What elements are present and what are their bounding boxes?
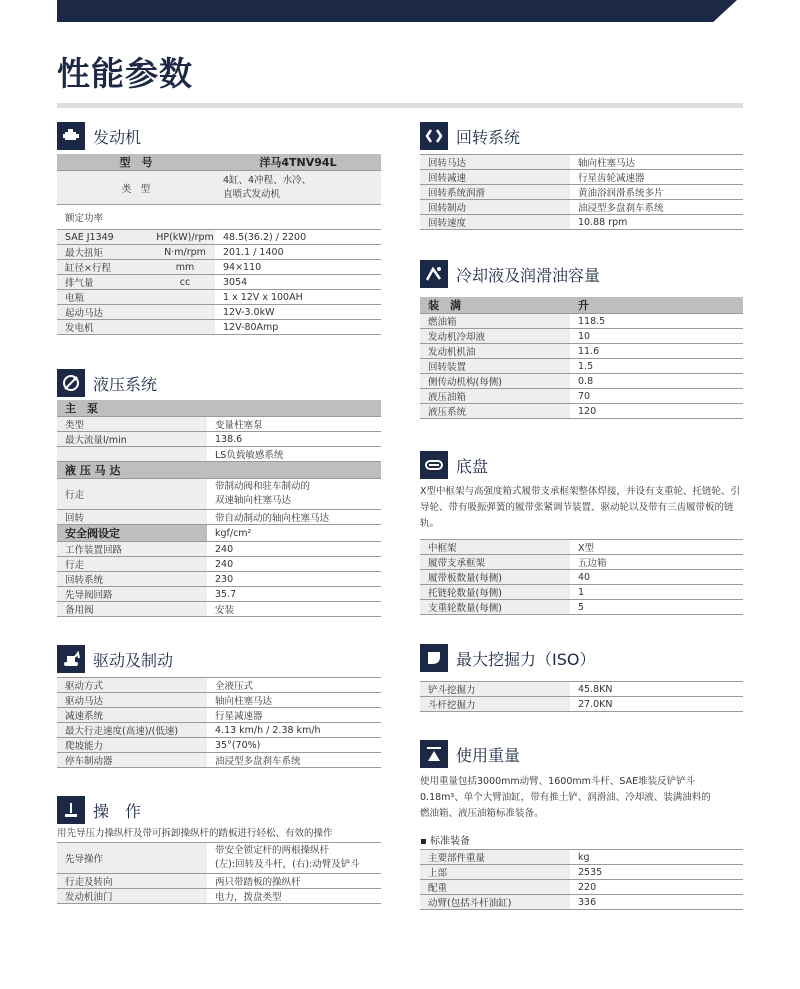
engine-row-label: 排气量 — [57, 275, 155, 290]
rotate-icon — [420, 122, 448, 150]
travel-motor-label: 行走 — [57, 479, 207, 510]
undercarriage-row-label: 中框架 — [420, 540, 570, 555]
engine-model-value: 洋马4TNV94L — [215, 154, 381, 171]
weight-description-line-2: 0.18m³、单个大臂油缸，带有推土铲、润滑油、冷却液、装满油料的 — [420, 792, 711, 803]
engine-row-unit: HP(kW)/rpm — [156, 231, 214, 243]
table-row — [57, 320, 381, 335]
drive-row-label: 减速系统 — [57, 708, 207, 723]
operation-row-label: 行走及转向 — [57, 874, 207, 889]
relief-row-value: 240 — [207, 542, 381, 557]
relief-row-value: 安装 — [207, 602, 381, 617]
pump-icon — [57, 369, 85, 397]
weight-row-label: 配重 — [420, 880, 570, 895]
capacity-row-value: 118.5 — [570, 314, 743, 329]
table-row — [57, 510, 381, 525]
table-row — [420, 600, 743, 615]
table-row — [57, 723, 381, 738]
engine-row-label: 缸径×行程 — [57, 260, 155, 275]
weight-row-label: 主要部件重量 — [420, 850, 570, 865]
pilot-line-1: 带安全锁定杆的两根操纵杆 — [215, 845, 330, 856]
excavator-icon — [57, 645, 85, 673]
engine-type-row — [57, 171, 381, 205]
pilot-value — [207, 843, 381, 874]
pilot-line-2: (左):回转及斗杆，(右):动臂及铲斗 — [215, 859, 360, 870]
swing-section-header — [420, 121, 520, 151]
engine-row-value: 48.5(36.2) / 2200 — [215, 230, 381, 245]
drive-row-label: 驱动马达 — [57, 693, 207, 708]
engine-row-unit: mm — [155, 260, 215, 275]
table-row — [57, 447, 381, 462]
capacity-section-header — [420, 259, 600, 289]
engine-row-unit — [155, 305, 215, 320]
swing-row-value: 10.88 rpm — [570, 215, 743, 230]
weight-row-value: 220 — [570, 880, 743, 895]
drive-section-header — [57, 644, 173, 674]
swing-motor-label: 回转 — [57, 510, 207, 525]
weight-table — [420, 849, 743, 910]
engine-row-label: SAE J1349 — [57, 230, 155, 245]
engine-row-value: 94×110 — [215, 260, 381, 275]
engine-rated-power-row — [57, 205, 381, 230]
undercarriage-row-value: 1 — [570, 585, 743, 600]
travel-motor-line-1: 带制动阀和驻车制动的 — [215, 481, 311, 492]
engine-row-unit: cc — [155, 275, 215, 290]
swing-row-value: 油浸型多盘刹车系统 — [570, 200, 743, 215]
capacity-header-unit: 升 — [570, 297, 743, 314]
table-row — [57, 753, 381, 768]
table-row — [57, 572, 381, 587]
capacity-row-label: 回转装置 — [420, 359, 570, 374]
engine-model-label: 型 号 — [57, 154, 215, 171]
capacity-row-value: 120 — [570, 404, 743, 419]
undercarriage-description: X型中框架与高强度箱式履带支承框架整体焊接，并设有支重轮、托链轮、引导轮、带有吸振弹簧的履带张紧调节装置、驱动轮以及带有三齿履带板的链轨。 — [420, 486, 741, 529]
undercarriage-row-label: 托链轮数量(每侧) — [420, 585, 570, 600]
pilot-label: 先导操作 — [57, 843, 207, 874]
max-flow-value: 138.6 — [207, 432, 381, 447]
hydraulic-table — [57, 400, 381, 617]
hydraulic-section-title: 液压系统 — [93, 374, 158, 394]
digging-row-value: 27.0KN — [570, 697, 743, 712]
table-row — [420, 850, 743, 865]
motor-header-row — [57, 462, 381, 479]
table-row — [57, 230, 381, 245]
capacity-row-label: 侧传动机构(每侧) — [420, 374, 570, 389]
relief-row-label: 回转系统 — [57, 572, 207, 587]
table-row — [420, 895, 743, 910]
relief-row-label: 备用阀 — [57, 602, 207, 617]
oil-icon — [420, 260, 448, 288]
relief-row-value: 35.7 — [207, 587, 381, 602]
drive-row-value: 行星减速器 — [207, 708, 381, 723]
undercarriage-table — [420, 539, 743, 615]
table-row — [57, 738, 381, 753]
swing-row-value: 轴向柱塞马达 — [570, 155, 743, 170]
main-pump-header: 主 泵 — [57, 400, 381, 417]
ls-label-empty — [57, 447, 207, 462]
operation-row-value: 两只带踏板的操纵杆 — [207, 874, 381, 889]
drive-section-title: 驱动及制动 — [93, 650, 174, 670]
engine-section-title: 发动机 — [93, 127, 142, 147]
table-row — [57, 889, 381, 904]
bucket-icon — [420, 644, 448, 672]
undercarriage-row-value: 五边箱 — [570, 555, 743, 570]
engine-icon — [57, 122, 85, 150]
table-row — [57, 305, 381, 320]
pump-type-label: 类型 — [57, 417, 207, 432]
swing-row-value: 行星齿轮减速器 — [570, 170, 743, 185]
weight-row-value: 336 — [570, 895, 743, 910]
engine-row-label: 发电机 — [57, 320, 155, 335]
table-row — [420, 185, 743, 200]
operation-section-header — [57, 795, 141, 825]
weight-row-value: 2535 — [570, 865, 743, 880]
swing-row-label: 回转系统润滑 — [420, 185, 570, 200]
engine-row-label: 起动马达 — [57, 305, 155, 320]
engine-row-value: 3054 — [215, 275, 381, 290]
weight-description-line-3: 燃油箱、液压油箱标准装备。 — [420, 808, 544, 819]
table-row — [420, 585, 743, 600]
standard-equipment-label: ▪ 标准装备 — [420, 836, 470, 847]
relief-header: 安全阀设定 — [57, 525, 207, 542]
digging-section-title: 最大挖掘力（ISO） — [456, 649, 596, 669]
table-row — [57, 275, 381, 290]
engine-row-unit: N·m/rpm — [155, 245, 215, 260]
table-row — [57, 693, 381, 708]
capacity-row-label: 发动机机油 — [420, 344, 570, 359]
engine-row-value: 1 x 12V x 100AH — [215, 290, 381, 305]
capacity-row-value: 1.5 — [570, 359, 743, 374]
table-row — [57, 479, 381, 510]
table-row — [57, 557, 381, 572]
capacity-row-value: 70 — [570, 389, 743, 404]
engine-row-value: 12V-3.0kW — [215, 305, 381, 320]
table-row — [420, 344, 743, 359]
table-row — [420, 404, 743, 419]
undercarriage-row-label: 支重轮数量(每侧) — [420, 600, 570, 615]
table-row — [57, 602, 381, 617]
table-row — [57, 678, 381, 693]
relief-row-value: 230 — [207, 572, 381, 587]
drive-row-label: 最大行走速度(高速)/(低速) — [57, 723, 207, 738]
weight-row-label: 动臂(包括斗杆油缸) — [420, 895, 570, 910]
undercarriage-row-label: 履带板数量(每侧) — [420, 570, 570, 585]
drive-row-label: 停车制动器 — [57, 753, 207, 768]
capacity-row-label: 液压油箱 — [420, 389, 570, 404]
relief-header-row — [57, 525, 381, 542]
table-row — [57, 260, 381, 275]
drive-row-value: 油浸型多盘刹车系统 — [207, 753, 381, 768]
capacity-header-label: 装 满 — [420, 297, 570, 314]
engine-section-header — [57, 121, 141, 151]
drive-row-label: 爬坡能力 — [57, 738, 207, 753]
relief-row-label: 行走 — [57, 557, 207, 572]
swing-table — [420, 154, 743, 230]
table-row — [420, 389, 743, 404]
table-row — [420, 570, 743, 585]
top-banner — [57, 0, 737, 22]
table-row — [57, 290, 381, 305]
engine-type-line-2: 直喷式发动机 — [223, 188, 281, 200]
table-row — [57, 587, 381, 602]
undercarriage-row-value: 5 — [570, 600, 743, 615]
table-row — [420, 374, 743, 389]
undercarriage-row-value: X型 — [570, 540, 743, 555]
weight-section-header — [420, 739, 520, 769]
digging-row-label: 斗杆挖掘力 — [420, 697, 570, 712]
weight-description — [420, 774, 743, 822]
engine-rated-power-label: 额定功率 — [57, 205, 381, 230]
swing-row-label: 回转马达 — [420, 155, 570, 170]
weight-row-label: 上部 — [420, 865, 570, 880]
engine-row-unit — [155, 320, 215, 335]
capacity-row-label: 燃油箱 — [420, 314, 570, 329]
drive-row-label: 驱动方式 — [57, 678, 207, 693]
hydraulic-section-header — [57, 368, 157, 398]
undercarriage-row-label: 履带支承框架 — [420, 555, 570, 570]
swing-section-title: 回转系统 — [456, 127, 521, 147]
capacity-row-value: 10 — [570, 329, 743, 344]
table-row — [57, 874, 381, 889]
engine-row-value: 12V-80Amp — [215, 320, 381, 335]
joystick-icon — [57, 796, 85, 824]
table-row — [420, 880, 743, 895]
weight-description-line-1: 使用重量包括3000mm动臂、1600mm斗杆、SAE堆装反铲铲斗 — [420, 776, 696, 787]
title-divider — [57, 103, 743, 108]
drive-table — [57, 677, 381, 768]
operation-row-label: 发动机油门 — [57, 889, 207, 904]
swing-motor-value: 带自动制动的轴向柱塞马达 — [207, 510, 381, 525]
table-row — [420, 215, 743, 230]
max-flow-label: 最大流量l/min — [57, 432, 207, 447]
engine-model-row — [57, 154, 381, 171]
ls-value: LS负载敏感系统 — [207, 447, 381, 462]
main-pump-header-row — [57, 400, 381, 417]
capacity-row-label: 液压系统 — [420, 404, 570, 419]
pump-type-value: 变量柱塞泵 — [207, 417, 381, 432]
operation-row-value: 电力，拨盘类型 — [207, 889, 381, 904]
table-row — [57, 708, 381, 723]
table-row — [420, 155, 743, 170]
track-icon — [420, 451, 448, 479]
table-row — [57, 245, 381, 260]
swing-row-value: 黄油浴润滑系统多片 — [570, 185, 743, 200]
drive-row-value: 4.13 km/h / 2.38 km/h — [207, 723, 381, 738]
swing-row-label: 回转减速 — [420, 170, 570, 185]
operation-section-title: 操 作 — [93, 801, 142, 821]
table-row — [420, 865, 743, 880]
engine-row-value: 201.1 / 1400 — [215, 245, 381, 260]
relief-row-value: 240 — [207, 557, 381, 572]
motor-header: 液 压 马 达 — [57, 462, 381, 479]
digging-row-value: 45.8KN — [570, 682, 743, 697]
engine-table — [57, 154, 381, 335]
capacity-header-row — [420, 297, 743, 314]
swing-row-label: 回转制动 — [420, 200, 570, 215]
operation-table — [57, 842, 381, 904]
table-row — [420, 682, 743, 697]
digging-row-label: 铲斗挖掘力 — [420, 682, 570, 697]
engine-row-label: 最大扭矩 — [57, 245, 155, 260]
weight-row-value: kg — [570, 850, 743, 865]
capacity-table — [420, 297, 743, 419]
table-row — [420, 359, 743, 374]
drive-row-value: 35°(70%) — [207, 738, 381, 753]
engine-row-unit — [155, 290, 215, 305]
relief-row-label: 先导阀回路 — [57, 587, 207, 602]
table-row — [420, 170, 743, 185]
digging-table — [420, 681, 743, 712]
page-title: 性能参数 — [57, 54, 193, 93]
table-row — [420, 697, 743, 712]
relief-row-label: 工作装置回路 — [57, 542, 207, 557]
weight-icon — [420, 740, 448, 768]
drive-row-value: 轴向柱塞马达 — [207, 693, 381, 708]
capacity-section-title: 冷却液及润滑油容量 — [456, 265, 601, 285]
engine-type-value — [215, 171, 381, 205]
drive-row-value: 全液压式 — [207, 678, 381, 693]
capacity-row-value: 11.6 — [570, 344, 743, 359]
table-row — [57, 432, 381, 447]
digging-section-header — [420, 643, 595, 673]
table-row — [57, 843, 381, 874]
table-row — [420, 314, 743, 329]
undercarriage-section-header — [420, 450, 488, 480]
operation-description: 用先导压力操纵杆及带可拆卸操纵杆的踏板进行轻松、有效的操作 — [57, 828, 333, 839]
table-row — [57, 542, 381, 557]
undercarriage-section-title: 底盘 — [456, 456, 489, 476]
undercarriage-row-value: 40 — [570, 570, 743, 585]
engine-row-label: 电瓶 — [57, 290, 155, 305]
capacity-row-label: 发动机冷却液 — [420, 329, 570, 344]
capacity-row-value: 0.8 — [570, 374, 743, 389]
travel-motor-line-2: 双速轴向柱塞马达 — [215, 495, 292, 506]
table-row — [420, 540, 743, 555]
relief-unit: kgf/cm² — [207, 525, 381, 542]
table-row — [420, 555, 743, 570]
engine-type-line-1: 4缸、4冲程、水冷、 — [223, 174, 312, 186]
engine-type-label: 类 型 — [57, 171, 215, 205]
table-row — [420, 329, 743, 344]
weight-section-title: 使用重量 — [456, 745, 521, 765]
table-row — [57, 417, 381, 432]
travel-motor-value — [207, 479, 381, 510]
table-row — [420, 200, 743, 215]
swing-row-label: 回转速度 — [420, 215, 570, 230]
